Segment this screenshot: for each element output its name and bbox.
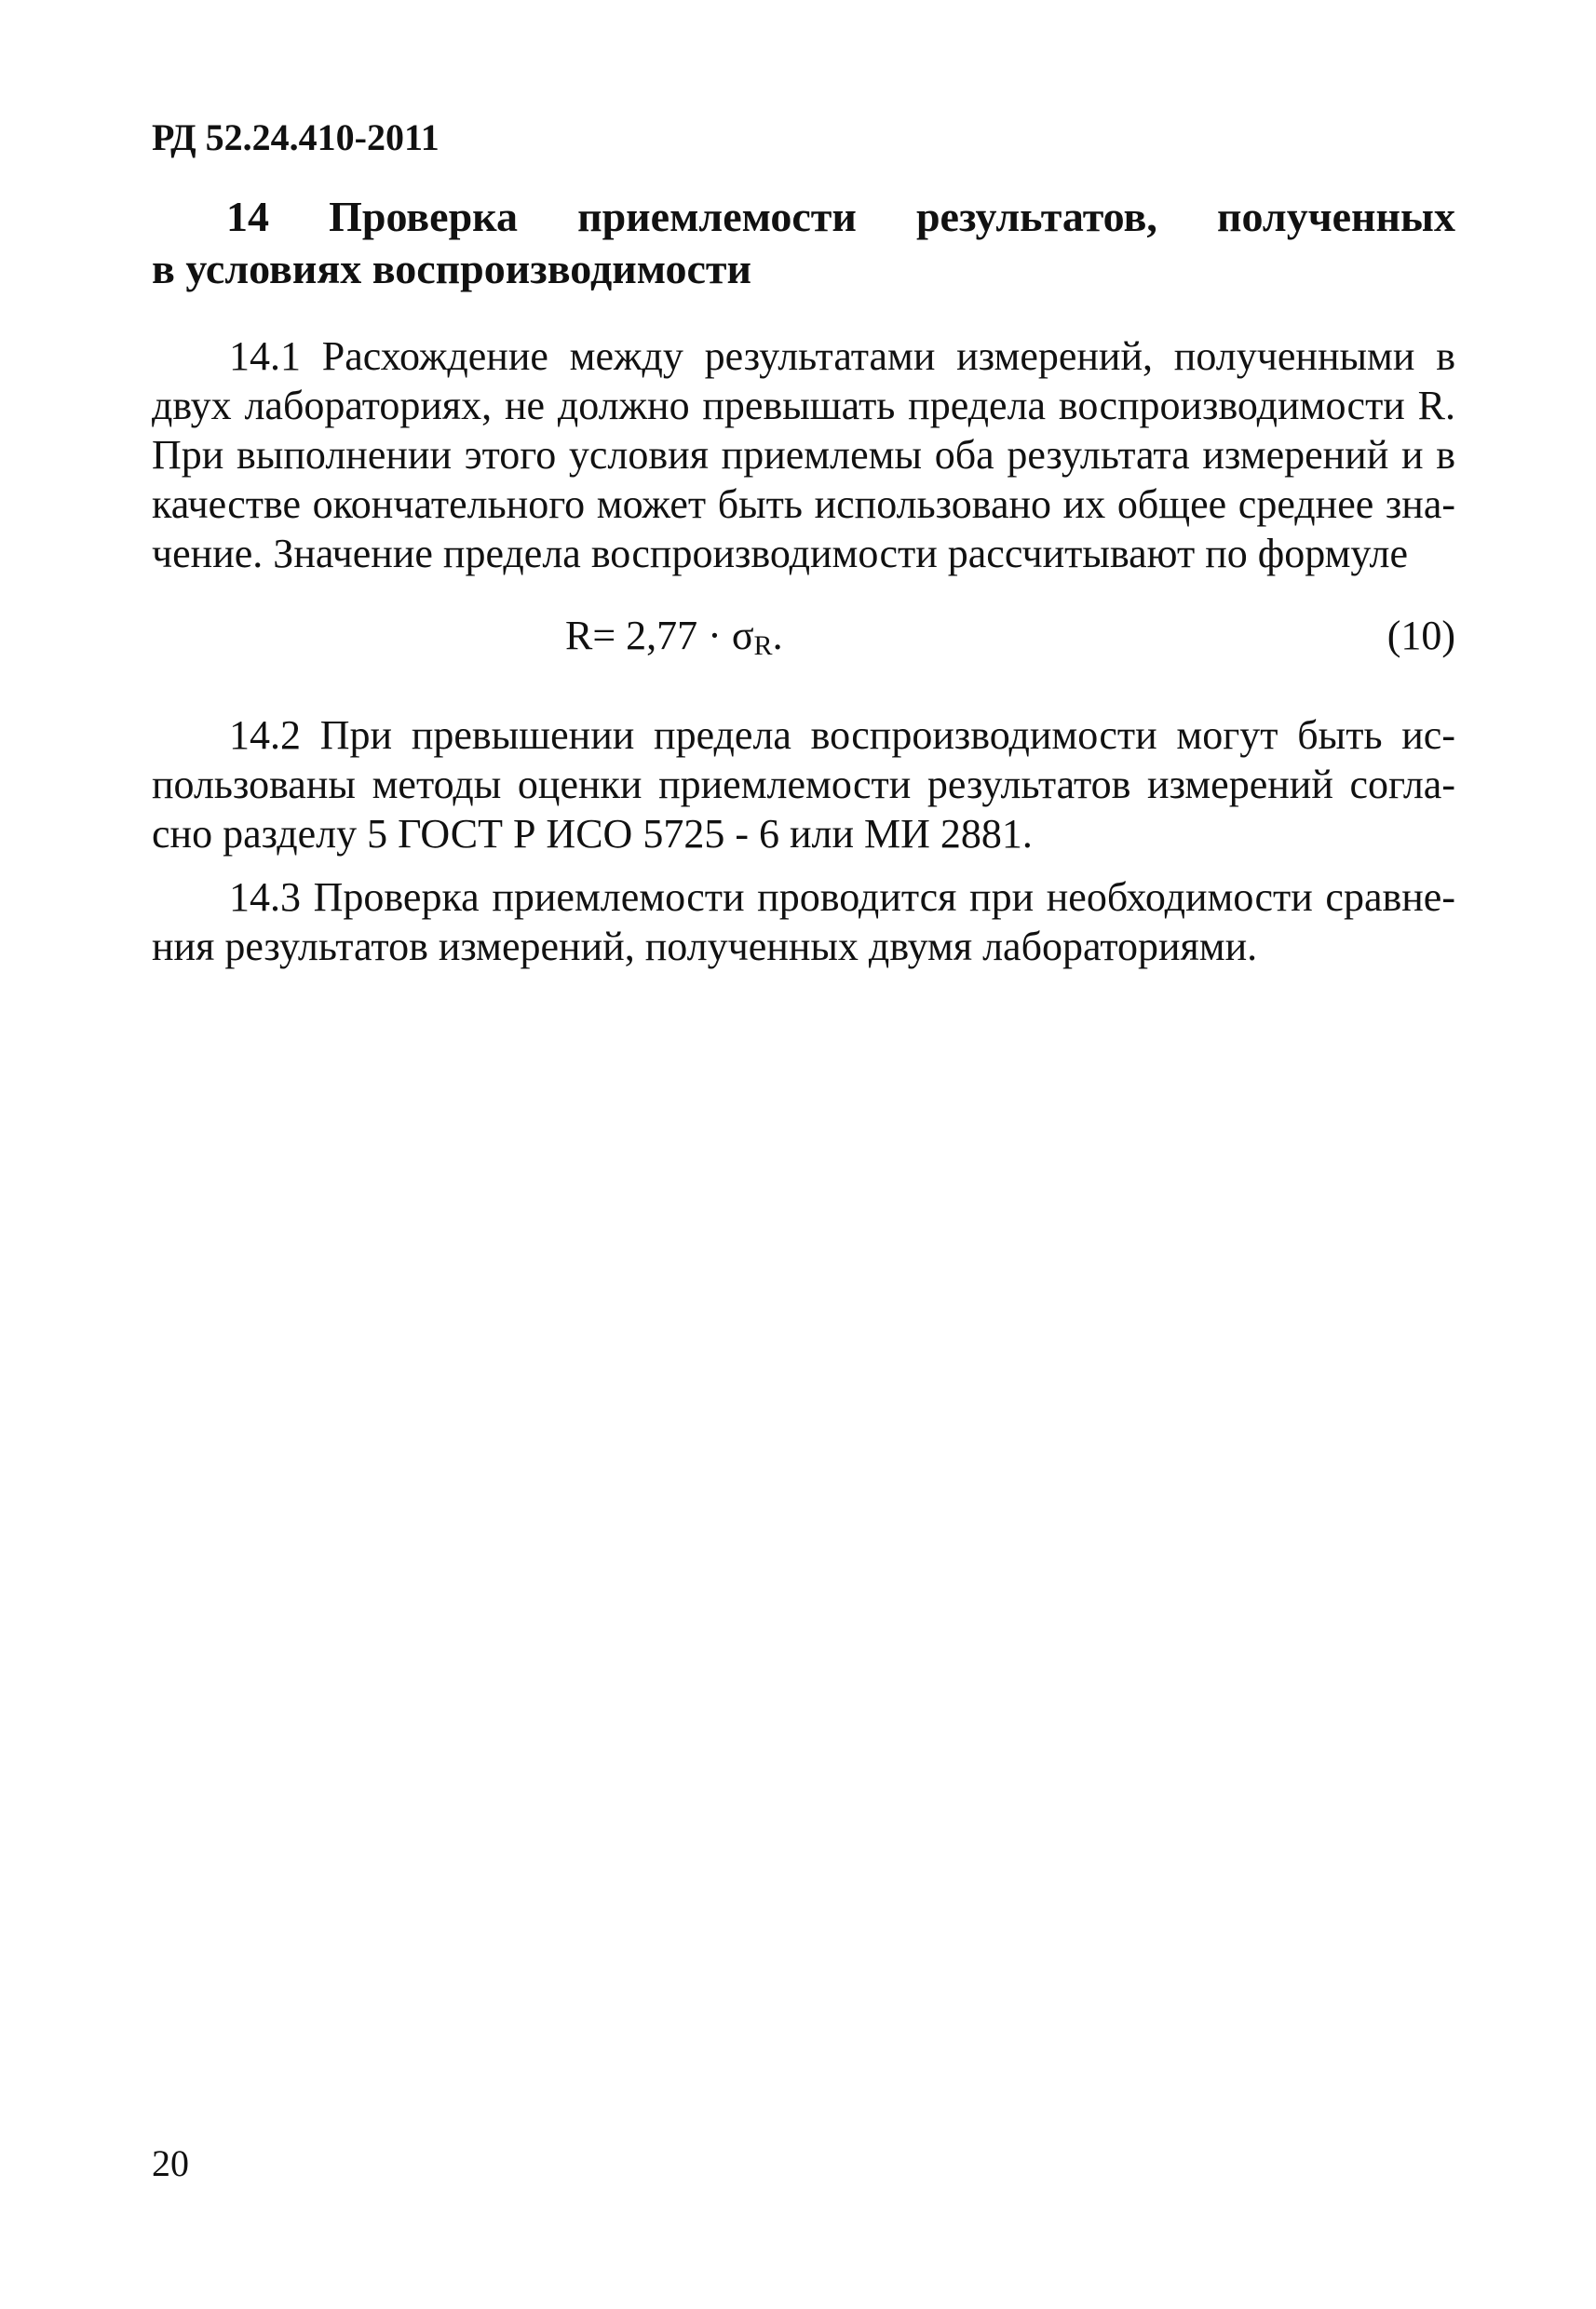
section-title-word: полученных bbox=[1216, 193, 1455, 240]
formula-lhs: R= 2,77 · σ bbox=[565, 613, 754, 658]
document-code: РД 52.24.410-2011 bbox=[152, 116, 440, 158]
section-title-word: результатов, bbox=[915, 193, 1157, 240]
paragraph-line: При выполнении этого условия приемлемы оба результата измерений и в bbox=[152, 432, 1455, 478]
formula-subscript: R bbox=[753, 630, 773, 661]
paragraph-line: 14.3 Проверка приемлемости проводится при необходимости сравне- bbox=[229, 874, 1455, 920]
section-title-word: Проверка bbox=[329, 193, 518, 240]
paragraph-line: качестве окончательного может быть использовано их общее среднее зна- bbox=[152, 481, 1455, 527]
paragraph-line: 14.1 Расхождение между результатами измерений, полученными в bbox=[229, 333, 1455, 379]
formula bbox=[565, 612, 783, 662]
paragraph-line: 14.2 При превышении предела воспроизводимости могут быть ис- bbox=[229, 712, 1455, 758]
section-heading-line-1 bbox=[152, 191, 1455, 243]
paragraph-14-2 bbox=[152, 710, 1455, 858]
section-heading bbox=[152, 191, 1455, 295]
paragraph-line: пользованы методы оценки приемлемости результатов измерений согла- bbox=[152, 762, 1455, 807]
paragraph-14-1 bbox=[152, 331, 1455, 578]
page-number: 20 bbox=[152, 2142, 189, 2184]
paragraph-line: двух лабораториях, не должно превышать предела воспроизводимости R. bbox=[152, 383, 1455, 428]
section-heading-line-2: в условиях воспроизводимости bbox=[152, 245, 751, 292]
paragraph-line: чение. Значение предела воспроизводимости рассчитывают по формуле bbox=[152, 531, 1408, 576]
section-title-word: приемлемости bbox=[577, 193, 857, 240]
section-number: 14 bbox=[226, 193, 269, 240]
paragraph-14-3 bbox=[152, 872, 1455, 971]
paragraph-line: сно разделу 5 ГОСТ Р ИСО 5725 - 6 или МИ 2881. bbox=[152, 811, 1033, 857]
equation-number: (10) bbox=[1386, 613, 1455, 658]
paragraph-line: ния результатов измерений, полученных двумя лабораториями. bbox=[152, 924, 1258, 969]
formula-row bbox=[152, 612, 1455, 664]
formula-tail: . bbox=[772, 613, 783, 658]
